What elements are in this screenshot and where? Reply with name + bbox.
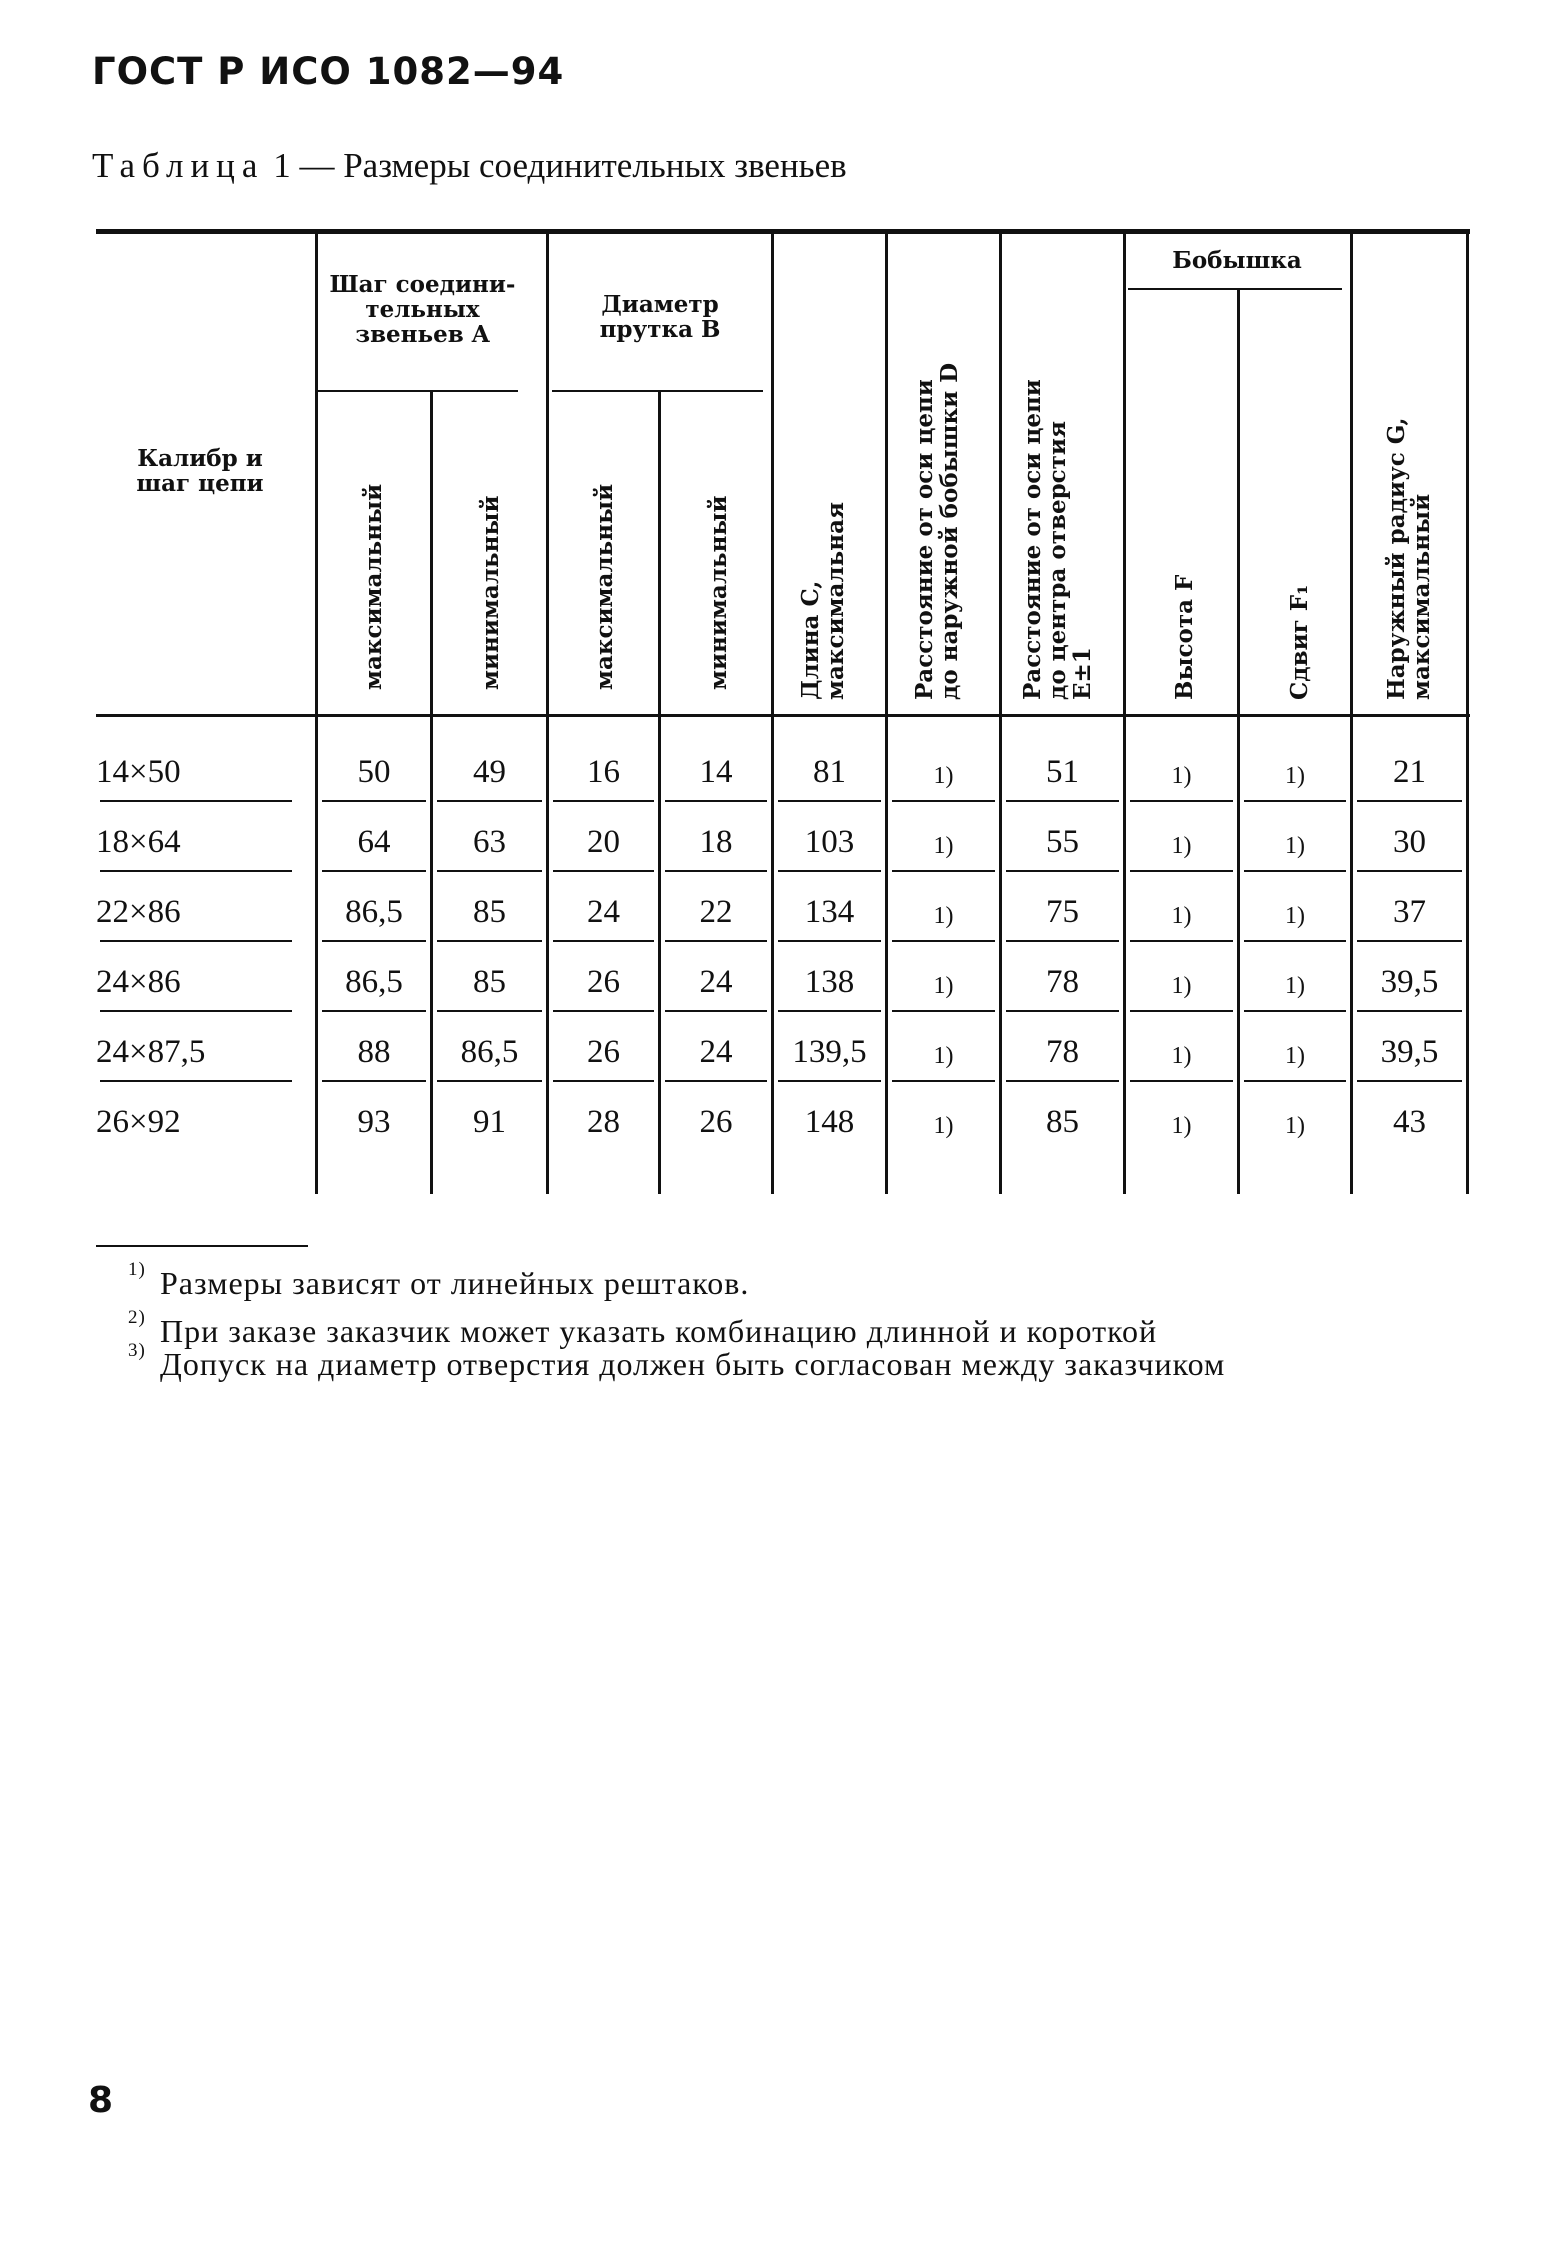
cell-b-max: 28 bbox=[587, 1104, 620, 1140]
row-underline bbox=[322, 800, 426, 802]
cell-a-min: 85 bbox=[473, 894, 506, 930]
footnote-rule bbox=[96, 1245, 308, 1247]
header-caliber: Калибр и шаг цепи bbox=[136, 445, 264, 497]
row-underline bbox=[1244, 1080, 1346, 1082]
cell-a-max: 64 bbox=[357, 824, 391, 860]
row-underline bbox=[100, 940, 292, 942]
footnote-3-mark: 3) bbox=[128, 1340, 146, 1361]
row-underline bbox=[1130, 800, 1233, 802]
cell-e: 78 bbox=[1046, 1034, 1079, 1070]
row-underline bbox=[665, 800, 767, 802]
row-underline bbox=[1130, 1080, 1233, 1082]
header-diameter-group: Диаметр прутка B bbox=[599, 291, 721, 343]
cell-c: 81 bbox=[813, 754, 846, 790]
cell-f: 1) bbox=[1171, 763, 1192, 789]
header-length-c bbox=[798, 502, 848, 700]
cell-d: 1) bbox=[933, 1113, 954, 1139]
row-underline bbox=[322, 940, 426, 942]
row-underline bbox=[1244, 940, 1346, 942]
cell-d: 1) bbox=[933, 763, 954, 789]
footnote-1-text: Размеры зависят от линейных рештаков. bbox=[160, 1265, 750, 1301]
cell-c: 134 bbox=[804, 894, 855, 930]
row-underline bbox=[100, 1010, 292, 1012]
row-underline bbox=[1357, 1010, 1462, 1012]
cell-f: 1) bbox=[1171, 903, 1192, 929]
cell-caliber: 22×86 bbox=[96, 894, 181, 930]
row-underline bbox=[553, 1010, 654, 1012]
row-underline bbox=[437, 800, 542, 802]
row-underline bbox=[778, 940, 881, 942]
cell-f1: 1) bbox=[1285, 1043, 1305, 1069]
row-underline bbox=[322, 870, 426, 872]
header-pitch-max: максимальный bbox=[360, 483, 387, 690]
cell-a-max: 50 bbox=[357, 754, 391, 790]
footnote-2-text: При заказе заказчик может указать комбинацию длинной и короткой bbox=[160, 1313, 1158, 1349]
header-outer-radius-line1: Наружный радиус G, bbox=[1383, 417, 1410, 700]
cell-b-max: 26 bbox=[587, 1034, 620, 1070]
row-underline bbox=[1130, 870, 1233, 872]
cell-a-max: 93 bbox=[357, 1104, 391, 1140]
table-top-rule bbox=[96, 229, 1470, 234]
row-underline bbox=[1006, 1080, 1119, 1082]
footnote-3 bbox=[128, 1340, 1226, 1383]
cell-b-min: 14 bbox=[699, 754, 733, 790]
footnote-3-text: Допуск на диаметр отверстия должен быть согласован между заказчиком bbox=[160, 1346, 1226, 1382]
row-underline bbox=[1130, 1010, 1233, 1012]
cell-d: 1) bbox=[933, 833, 954, 859]
header-diameter-min: минимальный bbox=[705, 495, 732, 690]
col-divider bbox=[430, 392, 433, 1194]
cell-b-max: 24 bbox=[587, 894, 620, 930]
row-underline bbox=[553, 870, 654, 872]
row-underline bbox=[1244, 1010, 1346, 1012]
col-divider bbox=[1466, 234, 1469, 1194]
row-underline bbox=[892, 940, 995, 942]
pitch-group-rule bbox=[318, 390, 518, 392]
cell-e: 75 bbox=[1046, 894, 1079, 930]
document-code: ГОСТ Р ИСО 1082—94 bbox=[92, 50, 565, 93]
header-distance-e bbox=[1020, 379, 1095, 700]
header-boss-group: Бобышка bbox=[1172, 247, 1302, 274]
header-distance-d-line1: Расстояние от оси цепи bbox=[911, 379, 938, 700]
cell-c: 139,5 bbox=[792, 1034, 867, 1070]
footnote-2-mark: 2) bbox=[128, 1307, 146, 1328]
cell-d: 1) bbox=[933, 973, 954, 999]
row-underline bbox=[100, 800, 292, 802]
row-underline bbox=[778, 870, 881, 872]
row-underline bbox=[553, 1080, 654, 1082]
page-number: 8 bbox=[88, 2080, 114, 2121]
cell-f1: 1) bbox=[1285, 1113, 1305, 1139]
cell-f1: 1) bbox=[1285, 973, 1305, 999]
cell-c: 138 bbox=[804, 964, 855, 1000]
table-caption-title: 1 — Размеры соединительных звеньев bbox=[273, 146, 847, 185]
row-underline bbox=[322, 1080, 426, 1082]
row-underline bbox=[1357, 870, 1462, 872]
header-distance-e-line2: до центра отверстия bbox=[1044, 421, 1071, 700]
cell-f1: 1) bbox=[1285, 833, 1305, 859]
footnote-1 bbox=[128, 1259, 750, 1302]
cell-g: 43 bbox=[1393, 1104, 1426, 1140]
header-distance-e-line1: Расстояние от оси цепи bbox=[1019, 379, 1046, 700]
cell-a-min: 63 bbox=[473, 824, 506, 860]
header-outer-radius-line2: максимальный bbox=[1408, 493, 1435, 700]
cell-e: 78 bbox=[1046, 964, 1079, 1000]
header-boss-shift: Сдвиг F₁ bbox=[1286, 584, 1313, 700]
cell-a-min: 86,5 bbox=[460, 1034, 519, 1070]
header-distance-e-line3: E±1 bbox=[1069, 647, 1096, 700]
cell-d: 1) bbox=[933, 1043, 954, 1069]
row-underline bbox=[665, 1080, 767, 1082]
row-underline bbox=[1006, 1010, 1119, 1012]
row-underline bbox=[322, 1010, 426, 1012]
cell-b-min: 22 bbox=[699, 894, 733, 930]
header-distance-d-line2: до наружной бобышки D bbox=[936, 362, 963, 700]
row-underline bbox=[1244, 800, 1346, 802]
row-underline bbox=[778, 1080, 881, 1082]
row-underline bbox=[665, 870, 767, 872]
cell-c: 148 bbox=[804, 1104, 855, 1140]
header-distance-d bbox=[912, 363, 962, 700]
row-underline bbox=[778, 800, 881, 802]
row-underline bbox=[100, 1080, 292, 1082]
cell-b-max: 20 bbox=[587, 824, 620, 860]
row-underline bbox=[1006, 940, 1119, 942]
cell-caliber: 24×87,5 bbox=[96, 1034, 206, 1070]
row-underline bbox=[778, 1010, 881, 1012]
row-underline bbox=[892, 800, 995, 802]
cell-b-max: 26 bbox=[587, 964, 620, 1000]
cell-b-max: 16 bbox=[587, 754, 620, 790]
cell-e: 55 bbox=[1046, 824, 1079, 860]
cell-g: 39,5 bbox=[1380, 964, 1439, 1000]
cell-caliber: 14×50 bbox=[96, 754, 181, 790]
cell-e: 85 bbox=[1046, 1104, 1079, 1140]
cell-d: 1) bbox=[933, 903, 954, 929]
row-underline bbox=[553, 800, 654, 802]
cell-f1: 1) bbox=[1285, 763, 1305, 789]
cell-b-min: 18 bbox=[699, 824, 733, 860]
cell-c: 103 bbox=[804, 824, 855, 860]
row-underline bbox=[100, 870, 292, 872]
cell-g: 39,5 bbox=[1380, 1034, 1439, 1070]
header-pitch-min: минимальный bbox=[477, 495, 504, 690]
row-underline bbox=[1006, 870, 1119, 872]
cell-caliber: 24×86 bbox=[96, 964, 181, 1000]
cell-f: 1) bbox=[1171, 973, 1192, 999]
row-underline bbox=[437, 1010, 542, 1012]
cell-a-min: 91 bbox=[473, 1104, 506, 1140]
cell-f: 1) bbox=[1171, 1043, 1192, 1069]
header-diameter-max: максимальный bbox=[591, 483, 618, 690]
footnote-2 bbox=[128, 1307, 1158, 1350]
row-underline bbox=[1244, 870, 1346, 872]
cell-g: 21 bbox=[1393, 754, 1426, 790]
header-pitch-group: Шаг соедини- тельных звеньев A bbox=[329, 271, 516, 348]
cell-e: 51 bbox=[1046, 754, 1079, 790]
cell-caliber: 18×64 bbox=[96, 824, 181, 860]
col-divider bbox=[658, 392, 661, 1194]
cell-f: 1) bbox=[1171, 833, 1192, 859]
cell-a-min: 49 bbox=[473, 754, 506, 790]
cell-a-max: 86,5 bbox=[345, 894, 403, 930]
row-underline bbox=[1357, 1080, 1462, 1082]
row-underline bbox=[665, 1010, 767, 1012]
row-underline bbox=[1130, 940, 1233, 942]
header-outer-radius bbox=[1384, 417, 1434, 700]
cell-b-min: 24 bbox=[699, 964, 733, 1000]
cell-b-min: 24 bbox=[699, 1034, 733, 1070]
header-boss-height: Высота F bbox=[1171, 574, 1198, 700]
cell-g: 30 bbox=[1393, 824, 1426, 860]
header-bottom-rule bbox=[96, 714, 1470, 717]
row-underline bbox=[1357, 940, 1462, 942]
cell-g: 37 bbox=[1393, 894, 1426, 930]
row-underline bbox=[553, 940, 654, 942]
cell-a-max: 86,5 bbox=[345, 964, 403, 1000]
row-underline bbox=[892, 1010, 995, 1012]
boss-group-rule bbox=[1128, 288, 1342, 290]
header-length-c-line1: Длина C, bbox=[797, 580, 824, 700]
row-underline bbox=[437, 1080, 542, 1082]
cell-f1: 1) bbox=[1285, 903, 1305, 929]
table-caption-word: Таблица bbox=[92, 146, 265, 185]
row-underline bbox=[1006, 800, 1119, 802]
row-underline bbox=[1357, 800, 1462, 802]
header-length-c-line2: максимальная bbox=[822, 502, 849, 700]
row-underline bbox=[665, 940, 767, 942]
cell-caliber: 26×92 bbox=[96, 1104, 181, 1140]
row-underline bbox=[892, 1080, 995, 1082]
footnote-1-mark: 1) bbox=[128, 1259, 146, 1280]
row-underline bbox=[437, 940, 542, 942]
row-underline bbox=[437, 870, 542, 872]
row-underline bbox=[892, 870, 995, 872]
cell-b-min: 26 bbox=[699, 1104, 733, 1140]
cell-f: 1) bbox=[1171, 1113, 1192, 1139]
cell-a-min: 85 bbox=[473, 964, 506, 1000]
cell-a-max: 88 bbox=[357, 1034, 391, 1070]
